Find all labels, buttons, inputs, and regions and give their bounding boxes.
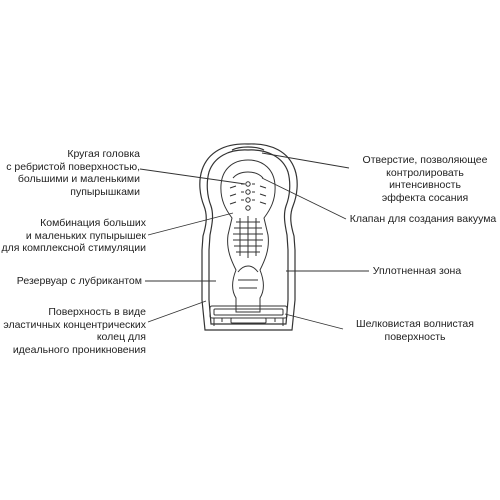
label-seal: Уплотненная зона xyxy=(372,265,462,277)
leader-lines xyxy=(140,153,369,329)
leader-bumps xyxy=(148,213,233,235)
label-reservoir: Резервуар с лубрикантом xyxy=(16,275,142,287)
leader-rings xyxy=(148,301,206,322)
leader-valve xyxy=(262,178,346,219)
label-rings: Поверхность в виде эластичных концентрических колец для идеального проникновения xyxy=(3,306,146,356)
label-wavy: Шелковистая волнистая поверхность xyxy=(356,318,474,343)
base-rings xyxy=(210,306,287,326)
leader-hole xyxy=(262,153,349,168)
label-bumps: Комбинация больших и маленьких пупырышек для комплексной стимуляции xyxy=(1,217,146,254)
leader-head xyxy=(140,169,245,184)
label-valve: Клапан для создания вакуума xyxy=(349,213,497,225)
leader-wavy xyxy=(285,314,343,329)
inner-sleeve xyxy=(221,160,275,312)
label-hole: Отверстие, позволяющее контролировать интенсивность эффекта сосания xyxy=(362,154,488,204)
label-head: Кругая головка с ребристой поверхностью, большими и маленькими пупырышками xyxy=(6,148,140,198)
